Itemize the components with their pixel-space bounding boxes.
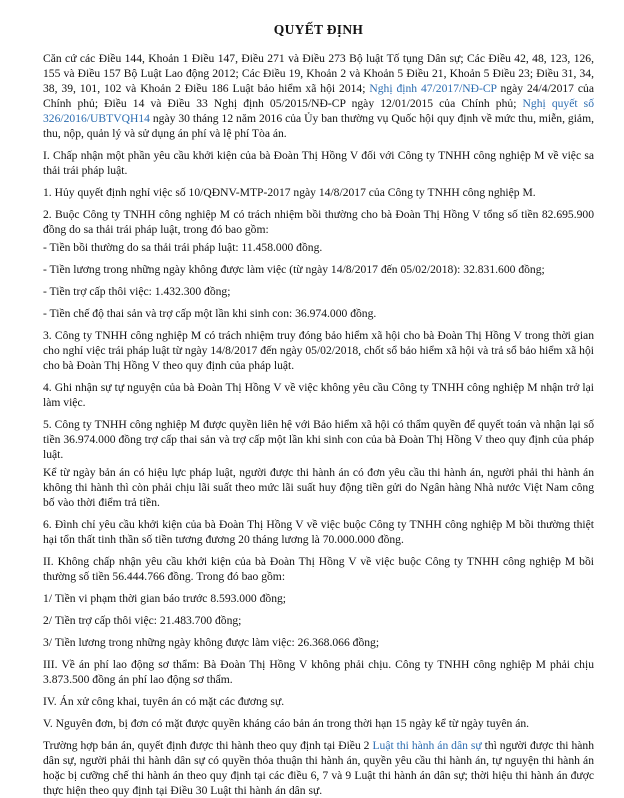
- preamble-paragraph: [43, 51, 594, 141]
- closing-text-2: thì người được thi hành dân sự, người phải thi hành dân sự có quyền thỏa thuận thi hành án, quyền yêu cầu thi hành án, tự nguyện thi hành án hoặc bị cưỡng chế thi hành án theo quy định tại các điều 6, 7 và 9 Luật thi hành án dân sự; thời hiệu thi hành án được thực hiện theo quy định tại Điều 30 Luật thi hành án dân sự.: [43, 739, 595, 797]
- item-3: 3. Công ty TNHH công nghiệp M có trách nhiệm truy đóng bảo hiểm xã hội cho bà Đoàn Thị Hồng V trong thời gian cho nghỉ việc trái pháp luật từ ngày 14/8/2017 đến ngày 05/02/2018, chốt sổ bảo hiểm xã hội và trả sổ bảo hiểm xã hội cho bà Đoàn Thị Hồng V theo quy định của pháp luật.: [43, 329, 594, 372]
- item-2-severance: - Tiền trợ cấp thôi việc: 1.432.300 đồng;: [43, 285, 231, 298]
- preamble-text-3: ngày 30 tháng 12 năm 2016 của Ủy ban thường vụ Quốc hội quy định về mức thu, miễn, giảm, thu, nộp, quản lý và sử dụng án phí và lệ phí Tòa án.: [43, 112, 594, 140]
- closing-paragraph: [43, 738, 594, 798]
- item-4: 4. Ghi nhận sự tự nguyện của bà Đoàn Thị Hồng V về việc không yêu cầu Công ty TNHH công nghiệp M nhận trở lại làm việc.: [43, 381, 594, 409]
- closing-text-1: Trường hợp bản án, quyết định được thi hành theo quy định tại Điều 2: [43, 739, 373, 752]
- civil-judgment-law-link[interactable]: Luật thi hành án dân sự: [372, 739, 482, 752]
- preamble-text-1: Căn cứ các Điều 144, Khoản 1 Điều 147, Điều 271 và Điều 273 Bộ luật Tố tụng Dân sự; Các Điều 42, 48, 123, 126, 155 và Điều 157 Bộ Luật Lao động 2012; Các Điều 19, Khoản 2 và Khoản 5 Điều 21, Khoản 5 Điều 23; Điều 31, 34, 38, 39, 101, 102 và Khoản 2 Điều 186 Luật bảo hiểm xã hội 2014;: [43, 52, 594, 95]
- item-2-wages: - Tiền lương trong những ngày không được làm việc (từ ngày 14/8/2017 đến 05/02/2018): 32.831.600 đồng;: [43, 263, 545, 276]
- item-5: 5. Công ty TNHH công nghiệp M được quyền liên hệ với Bảo hiểm xã hội có thẩm quyền để quyết toán và nhận lại số tiền 36.974.000 đồng trợ cấp thai sản và trợ cấp một lần khi sinh con của bà Đoàn Thị Hồng V theo quy định của pháp luật.: [43, 418, 594, 461]
- section-iv: IV. Án xử công khai, tuyên án có mặt các đương sự.: [43, 695, 285, 708]
- interest-clause: Kể từ ngày bản án có hiệu lực pháp luật, người được thi hành án có đơn yêu cầu thi hành án, người phải thi hành án không thi hành thì còn phải chịu lãi suất theo mức lãi suất huy động tiền gửi do Ngân hàng Nhà nước Việt Nam công bố vào thời điểm trả tiền.: [43, 466, 594, 509]
- item-1: 1. Hủy quyết định nghỉ việc số 10/QĐNV-MTP-2017 ngày 14/8/2017 của Công ty TNHH công nghiệp M.: [43, 186, 536, 199]
- section-iii: III. Về án phí lao động sơ thẩm: Bà Đoàn Thị Hồng V không phải chịu. Công ty TNHH công nghiệp M phải chịu 3.873.500 đồng án phí lao động sơ thẩm.: [43, 658, 594, 686]
- section-ii-item-2: 2/ Tiền trợ cấp thôi việc: 21.483.700 đồng;: [43, 614, 242, 627]
- item-6: 6. Đình chỉ yêu cầu khởi kiện của bà Đoàn Thị Hồng V về việc buộc Công ty TNHH công nghiệp M bồi thường thiệt hại tổn thất tinh thần số tiền tương đương 20 tháng lương là 70.000.000 đồng.: [43, 518, 594, 546]
- resolution-326-link[interactable]: Nghị quyết số 326/2016/UBTVQH14: [43, 97, 594, 125]
- document-title: QUYẾT ĐỊNH: [273, 22, 364, 37]
- preamble-text-2: ngày 24/4/2017 của Chính phủ; Điều 14 và Điều 33 Nghị định 05/2015/NĐ-CP ngày 12/01/2015 của Chính phủ;: [43, 82, 594, 110]
- item-2-maternity: - Tiền chế độ thai sản và trợ cấp một lần khi sinh con: 36.974.000 đồng.: [43, 307, 377, 320]
- section-ii: II. Không chấp nhận yêu cầu khởi kiện của bà Đoàn Thị Hồng V về việc buộc Công ty TNHH công nghiệp M bồi thường số tiền 56.444.766 đồng. Trong đó bao gồm:: [43, 555, 594, 583]
- section-ii-item-1: 1/ Tiền vi phạm thời gian báo trước 8.593.000 đồng;: [43, 592, 287, 605]
- decree-47-link[interactable]: Nghị định 47/2017/NĐ-CP: [369, 82, 497, 95]
- section-i-heading: I. Chấp nhận một phần yêu cầu khởi kiện của bà Đoàn Thị Hồng V đối với Công ty TNHH công nghiệp M về việc sa thải trái pháp luật.: [43, 149, 594, 177]
- item-2: 2. Buộc Công ty TNHH công nghiệp M có trách nhiệm bồi thường cho bà Đoàn Thị Hồng V tổng số tiền 82.695.900 đồng do sa thải trái pháp luật, trong đó bao gồm:: [43, 208, 594, 236]
- item-2-compensation: - Tiền bồi thường do sa thải trái pháp luật: 11.458.000 đồng.: [43, 241, 323, 254]
- section-ii-item-3: 3/ Tiền lương trong những ngày không được làm việc: 26.368.066 đồng;: [43, 636, 380, 649]
- section-v: V. Nguyên đơn, bị đơn có mặt được quyền kháng cáo bản án trong thời hạn 15 ngày kể từ ngày tuyên án.: [43, 717, 530, 730]
